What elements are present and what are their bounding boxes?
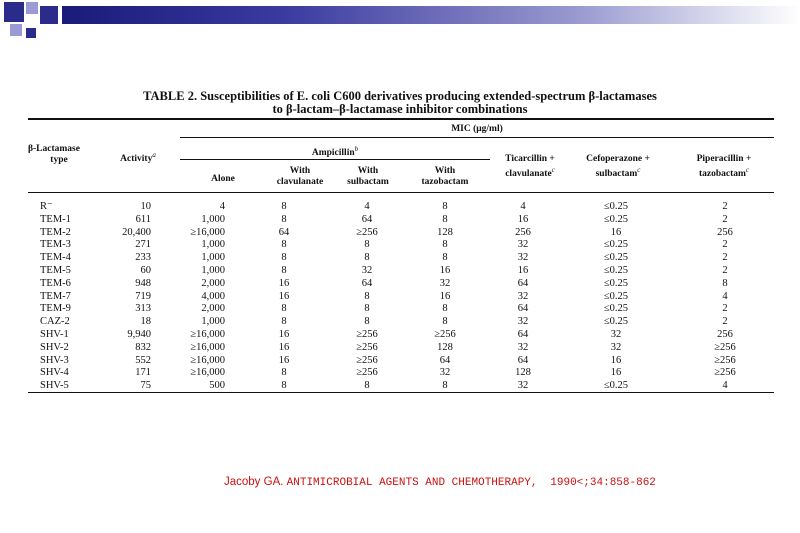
cell-ticarcillin-clavulanate: 32 — [517, 341, 529, 353]
cell-activity: 271 — [135, 239, 151, 251]
slide-header-decoration — [0, 0, 800, 40]
cell-alone: 4,000 — [201, 290, 225, 302]
cell-cefoperazone-sulbactam: ≤0.25 — [603, 265, 629, 276]
cell-with-sulbactam: 8 — [364, 303, 370, 315]
header-bottom-rule — [28, 192, 774, 193]
cell-cefoperazone-sulbactam: 32 — [610, 341, 622, 353]
cell-with-sulbactam: ≥256 — [356, 226, 378, 238]
cell-cefoperazone-sulbactam: ≤0.25 — [603, 277, 629, 289]
cell-ticarcillin-clavulanate: 16 — [517, 265, 529, 276]
cell-activity: 313 — [135, 303, 151, 315]
cell-cefoperazone-sulbactam: 16 — [610, 226, 622, 238]
cell-cefoperazone-sulbactam: ≤0.25 — [603, 316, 629, 328]
cell-cefoperazone-sulbactam: ≤0.25 — [603, 303, 629, 315]
cell-piperacillin-tazobactam: 4 — [722, 380, 728, 392]
cell-alone: 1,000 — [201, 265, 225, 276]
cell-type: SHV-3 — [40, 354, 69, 366]
cell-piperacillin-tazobactam: 256 — [717, 226, 733, 238]
cell-activity: 75 — [140, 380, 151, 392]
table-row — [28, 277, 774, 290]
cell-activity: 20,400 — [122, 226, 151, 238]
cell-with-clavulanate: 8 — [281, 201, 287, 212]
cell-with-sulbactam: ≥256 — [356, 341, 378, 353]
cell-with-clavulanate: 8 — [281, 380, 287, 392]
cell-activity: 233 — [135, 252, 151, 264]
header-with-sulb-l1: With — [357, 166, 379, 176]
header-lactamase-line2: type — [50, 155, 68, 165]
cell-piperacillin-tazobactam: 2 — [722, 316, 728, 328]
cell-type: SHV-4 — [40, 367, 69, 379]
cell-with-clavulanate: 8 — [281, 303, 287, 315]
header-cefoperazone-l1: Cefoperazone + — [586, 154, 650, 164]
cell-piperacillin-tazobactam: 2 — [722, 213, 728, 225]
header-activity — [108, 150, 168, 165]
cell-alone: 500 — [209, 380, 225, 392]
cell-piperacillin-tazobactam: 4 — [722, 290, 728, 302]
cell-ticarcillin-clavulanate: 64 — [517, 303, 529, 315]
cell-with-tazobactam: 32 — [439, 367, 451, 379]
cell-type: CAZ-2 — [40, 316, 70, 328]
cell-activity: 611 — [135, 213, 151, 225]
cell-with-clavulanate: 8 — [281, 239, 287, 251]
cell-with-sulbactam: 64 — [361, 277, 373, 289]
cell-cefoperazone-sulbactam: ≤0.25 — [603, 252, 629, 264]
cell-ticarcillin-clavulanate: 16 — [517, 213, 529, 225]
cell-ticarcillin-clavulanate: 32 — [517, 380, 529, 392]
cell-with-clavulanate: 64 — [278, 226, 290, 238]
cell-piperacillin-tazobactam: 2 — [722, 303, 728, 315]
cell-alone: ≥16,000 — [190, 226, 225, 238]
header-ampicillin — [180, 144, 490, 159]
table-row — [28, 379, 774, 392]
cell-activity: 552 — [135, 354, 151, 366]
citation-reference: 1990<;34:858-862 — [550, 477, 656, 489]
title-line2-text: to β-lactam–β-lactamase inhibitor combinations — [272, 102, 528, 116]
cell-with-tazobactam: 16 — [439, 265, 451, 276]
cell-with-clavulanate: 8 — [281, 316, 287, 328]
cell-piperacillin-tazobactam: 2 — [722, 201, 728, 212]
cell-type: TEM-6 — [40, 277, 71, 289]
cell-with-sulbactam: ≥256 — [356, 354, 378, 366]
cell-type: TEM-7 — [40, 290, 71, 302]
cell-with-clavulanate: 16 — [278, 329, 290, 340]
cell-with-sulbactam: 8 — [364, 252, 370, 264]
cell-piperacillin-tazobactam: 8 — [722, 277, 728, 289]
header-piperacillin — [674, 154, 774, 180]
table-row — [28, 238, 774, 251]
header-ticarcillin-sup: c — [551, 166, 555, 174]
header-ticarcillin-l1: Ticarcillin + — [505, 154, 555, 164]
table-row — [28, 366, 774, 379]
cell-with-clavulanate: 16 — [278, 354, 290, 366]
cell-activity: 18 — [140, 316, 151, 328]
cell-cefoperazone-sulbactam: ≤0.25 — [603, 201, 629, 212]
header-ampicillin-sup: b — [354, 145, 359, 153]
cell-cefoperazone-sulbactam: ≤0.25 — [603, 290, 629, 302]
cell-piperacillin-tazobactam: 2 — [722, 239, 728, 251]
decor-square — [4, 2, 24, 22]
table-row — [28, 290, 774, 303]
table-row — [28, 213, 774, 226]
cell-ticarcillin-clavulanate: 32 — [517, 290, 529, 302]
table-row — [28, 341, 774, 354]
header-with-clav-l1: With — [289, 166, 311, 176]
cell-piperacillin-tazobactam: ≥256 — [714, 367, 736, 379]
table-row — [28, 315, 774, 328]
cell-with-sulbactam: 64 — [361, 213, 373, 225]
cell-with-clavulanate: 16 — [278, 290, 290, 302]
header-piperacillin-l1: Piperacillin + — [696, 154, 752, 164]
cell-with-tazobactam: 32 — [439, 277, 451, 289]
header-piperacillin-l2: tazobactam — [698, 169, 746, 180]
cell-with-tazobactam: ≥256 — [434, 329, 456, 340]
decor-square — [26, 28, 36, 38]
ampicillin-underline — [180, 159, 490, 160]
cell-activity: 832 — [135, 341, 151, 353]
citation — [224, 476, 656, 489]
cell-with-sulbactam: ≥256 — [356, 329, 378, 340]
header-cefoperazone — [568, 154, 668, 180]
cell-ticarcillin-clavulanate: 32 — [517, 239, 529, 251]
table-row — [28, 226, 774, 239]
header-piperacillin-sup: c — [745, 166, 750, 174]
cell-with-sulbactam: 8 — [364, 290, 370, 302]
cell-type: SHV-2 — [40, 341, 69, 353]
header-activity-sup: a — [152, 151, 156, 159]
cell-cefoperazone-sulbactam: 16 — [610, 367, 622, 379]
cell-type: TEM-1 — [40, 213, 71, 225]
table-bottom-rule — [28, 392, 774, 393]
cell-alone: 1,000 — [201, 252, 225, 264]
cell-alone: ≥16,000 — [190, 367, 225, 379]
cell-cefoperazone-sulbactam: ≤0.25 — [603, 380, 629, 392]
header-lactamase-line1: β-Lactamase — [28, 144, 80, 154]
decor-square — [26, 2, 38, 14]
cell-activity: 948 — [135, 277, 151, 289]
cell-with-clavulanate: 8 — [281, 265, 287, 276]
cell-activity: 171 — [135, 367, 151, 379]
cell-ticarcillin-clavulanate: 32 — [517, 252, 529, 264]
cell-with-sulbactam: 8 — [364, 380, 370, 392]
cell-with-tazobactam: 8 — [442, 380, 448, 392]
citation-journal: ANTIMICROBIAL AGENTS AND CHEMOTHERAPY, — [286, 477, 538, 489]
cell-ticarcillin-clavulanate: 64 — [517, 277, 529, 289]
header-with-sulb-l2: sulbactam — [347, 177, 389, 187]
header-mic: MIC (μg/ml) — [451, 124, 503, 134]
cell-with-sulbactam: 32 — [361, 265, 373, 276]
mic-underline — [180, 137, 774, 138]
cell-ticarcillin-clavulanate: 32 — [517, 316, 529, 328]
cell-with-clavulanate: 16 — [278, 341, 290, 353]
cell-type: TEM-5 — [40, 265, 71, 276]
cell-alone: ≥16,000 — [190, 329, 225, 340]
cell-with-sulbactam: 4 — [364, 201, 370, 212]
cell-piperacillin-tazobactam: 256 — [717, 329, 733, 340]
cell-alone: ≥16,000 — [190, 354, 225, 366]
cell-with-tazobactam: 128 — [437, 341, 453, 353]
table-row — [28, 251, 774, 264]
table-row — [28, 328, 774, 341]
cell-type: SHV-5 — [40, 380, 69, 392]
cell-activity: 10 — [140, 201, 151, 212]
cell-activity: 719 — [135, 290, 151, 302]
decor-square — [10, 24, 22, 36]
cell-with-clavulanate: 16 — [278, 277, 290, 289]
cell-with-sulbactam: 8 — [364, 239, 370, 251]
cell-with-tazobactam: 8 — [442, 252, 448, 264]
citation-author: Jacoby GA. — [224, 476, 284, 488]
cell-with-sulbactam: ≥256 — [356, 367, 378, 379]
cell-piperacillin-tazobactam: ≥256 — [714, 354, 736, 366]
title-line1-text: TABLE 2. Susceptibilities of E. coli C600 derivatives producing extended-spectrum β-lactamases — [143, 89, 657, 103]
cell-ticarcillin-clavulanate: 128 — [515, 367, 531, 379]
table-row — [28, 302, 774, 315]
cell-with-tazobactam: 8 — [442, 303, 448, 315]
cell-with-tazobactam: 16 — [439, 290, 451, 302]
cell-cefoperazone-sulbactam: 32 — [610, 329, 622, 340]
cell-with-tazobactam: 128 — [437, 226, 453, 238]
decor-square — [40, 6, 58, 24]
cell-type: TEM-2 — [40, 226, 71, 238]
cell-cefoperazone-sulbactam: ≤0.25 — [603, 239, 629, 251]
cell-with-tazobactam: 8 — [442, 316, 448, 328]
cell-type: TEM-3 — [40, 239, 71, 251]
cell-piperacillin-tazobactam: ≥256 — [714, 341, 736, 353]
cell-alone: 2,000 — [201, 303, 225, 315]
header-cefoperazone-l2: sulbactam — [595, 169, 638, 180]
cell-activity: 9,940 — [127, 329, 151, 340]
cell-piperacillin-tazobactam: 2 — [722, 265, 728, 276]
header-with-tazo-l2: tazobactam — [421, 177, 469, 187]
header-gradient-bar — [62, 6, 800, 24]
header-with-sulbactam — [328, 166, 408, 188]
header-cefoperazone-sup: c — [637, 166, 641, 174]
cell-alone: 1,000 — [201, 316, 225, 328]
header-with-tazobactam — [400, 166, 490, 188]
cell-alone: ≥16,000 — [190, 341, 225, 353]
cell-with-clavulanate: 8 — [281, 367, 287, 379]
table-row — [28, 200, 774, 213]
table-row — [28, 264, 774, 277]
header-ampicillin-text: Ampicillin — [311, 148, 355, 159]
cell-alone: 2,000 — [201, 277, 225, 289]
cell-with-tazobactam: 8 — [442, 239, 448, 251]
cell-ticarcillin-clavulanate: 256 — [515, 226, 531, 238]
cell-with-clavulanate: 8 — [281, 252, 287, 264]
cell-with-tazobactam: 8 — [442, 201, 448, 212]
table-row — [28, 354, 774, 367]
cell-piperacillin-tazobactam: 2 — [722, 252, 728, 264]
header-alone: Alone — [211, 174, 235, 184]
cell-with-sulbactam: 8 — [364, 316, 370, 328]
cell-cefoperazone-sulbactam: ≤0.25 — [603, 213, 629, 225]
cell-ticarcillin-clavulanate: 64 — [517, 329, 529, 340]
header-ticarcillin-l2: clavulanate — [505, 169, 552, 180]
table-top-rule — [28, 118, 774, 120]
cell-activity: 60 — [140, 265, 151, 276]
cell-alone: 1,000 — [201, 213, 225, 225]
cell-ticarcillin-clavulanate: 4 — [520, 201, 526, 212]
cell-alone: 4 — [219, 201, 225, 212]
cell-alone: 1,000 — [201, 239, 225, 251]
cell-type: SHV-1 — [40, 329, 69, 340]
cell-type: TEM-4 — [40, 252, 71, 264]
cell-with-clavulanate: 8 — [281, 213, 287, 225]
cell-type: R⁻ — [40, 201, 53, 212]
cell-cefoperazone-sulbactam: 16 — [610, 354, 622, 366]
header-lactamase-type — [28, 144, 90, 166]
header-ticarcillin — [480, 154, 580, 180]
cell-with-tazobactam: 8 — [442, 213, 448, 225]
table-title-line1 — [0, 89, 800, 103]
header-activity-text: Activity — [120, 154, 153, 165]
header-with-clav-l2: clavulanate — [276, 177, 324, 187]
cell-type: TEM-9 — [40, 303, 71, 315]
header-with-tazo-l1: With — [434, 166, 456, 176]
cell-with-tazobactam: 64 — [439, 354, 451, 366]
cell-ticarcillin-clavulanate: 64 — [517, 354, 529, 366]
table-title-line2 — [0, 102, 800, 116]
